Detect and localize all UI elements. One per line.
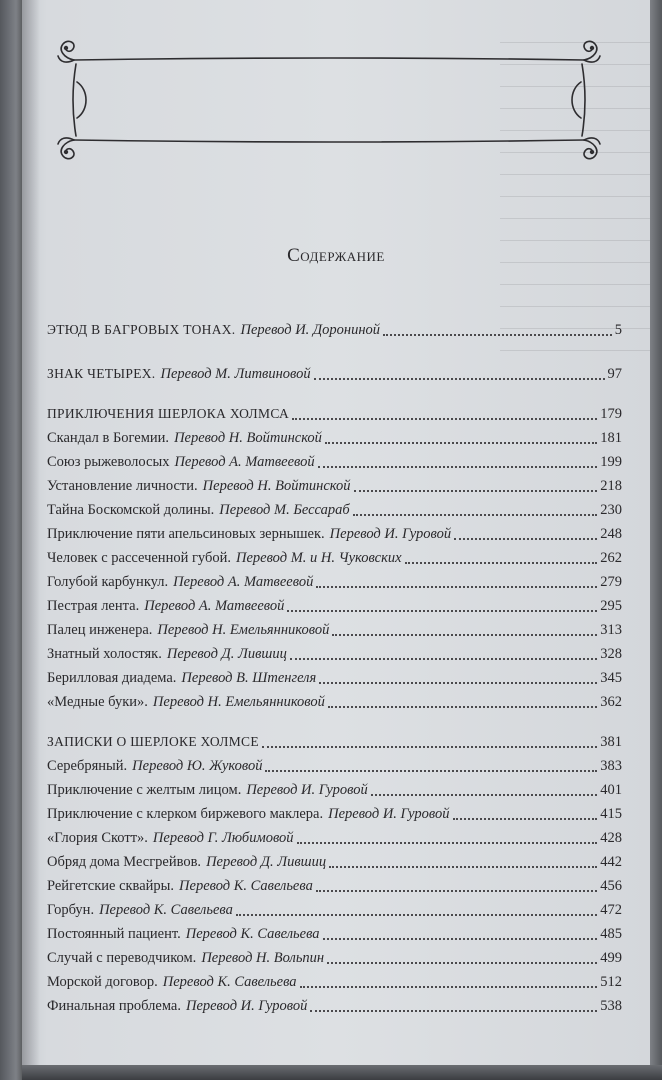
entry-translator: Перевод Н. Войтинской bbox=[174, 430, 322, 446]
entry-title: Морской договор. bbox=[47, 974, 158, 990]
toc-entry bbox=[47, 948, 622, 968]
toc-entry bbox=[47, 780, 622, 800]
entry-title: Приключение с клерком биржевого маклера. bbox=[47, 806, 324, 822]
section-heading: ПРИКЛЮЧЕНИЯ ШЕРЛОКА ХОЛМСА bbox=[47, 406, 289, 421]
toc-entry bbox=[47, 996, 622, 1016]
entry-translator: Перевод К. Савельева bbox=[185, 926, 320, 942]
entry-title: Пестрая лента. bbox=[47, 598, 140, 614]
dot-leader bbox=[327, 950, 597, 964]
entry-title: Человек с рассеченной губой. bbox=[47, 550, 231, 566]
entry-title: Голубой карбункул. bbox=[47, 574, 169, 590]
facing-page-edge bbox=[0, 0, 22, 1080]
toc-entry bbox=[47, 620, 622, 640]
dot-leader bbox=[354, 478, 598, 492]
dot-leader bbox=[319, 670, 597, 684]
dot-leader bbox=[405, 550, 598, 564]
entry-title: Союз рыжеволосых bbox=[47, 454, 170, 470]
entry-translator: Перевод А. Матвеевой bbox=[173, 574, 314, 590]
entry-page: 181 bbox=[600, 430, 622, 446]
entry-page: 345 bbox=[600, 670, 622, 686]
dot-leader bbox=[300, 974, 598, 988]
entry-page: 472 bbox=[600, 902, 622, 918]
entry-title: Случай с переводчиком. bbox=[47, 950, 197, 966]
entry-title: Рейгетские сквайры. bbox=[47, 878, 175, 894]
entry-page: 485 bbox=[600, 926, 622, 942]
entry-translator: Перевод М. Литвиновой bbox=[160, 366, 311, 382]
entry-translator: Перевод А. Матвеевой bbox=[174, 454, 315, 470]
entry-title: Приключение пяти апельсиновых зернышек. bbox=[47, 526, 325, 542]
dot-leader bbox=[323, 926, 598, 940]
entry-page: 218 bbox=[600, 478, 622, 494]
entry-page: 401 bbox=[600, 782, 622, 798]
dot-leader bbox=[262, 734, 597, 748]
toc-entry bbox=[47, 500, 622, 520]
entry-translator: Перевод Н. Емельянниковой bbox=[157, 622, 330, 638]
dot-leader bbox=[310, 998, 597, 1012]
entry-page: 248 bbox=[600, 526, 622, 542]
toc-section-memoirs bbox=[47, 732, 622, 752]
dot-leader bbox=[236, 902, 597, 916]
dot-leader bbox=[353, 502, 598, 516]
entry-title: ЭТЮД В БАГРОВЫХ ТОНАХ. bbox=[47, 322, 236, 337]
entry-translator: Перевод Ю. Жуковой bbox=[132, 758, 263, 774]
dot-leader bbox=[325, 430, 597, 444]
entry-title: «Глория Скотт». bbox=[47, 830, 148, 846]
entry-translator: Перевод К. Савельева bbox=[179, 878, 313, 894]
entry-page: 262 bbox=[600, 550, 622, 566]
entry-translator: Перевод А. Матвеевой bbox=[144, 598, 285, 614]
entry-title: Тайна Боскомской долины. bbox=[47, 502, 215, 518]
page-stack-edge bbox=[650, 0, 662, 1080]
entry-translator: Перевод Н. Вольпин bbox=[201, 950, 325, 966]
dot-leader bbox=[292, 406, 597, 420]
entry-translator: Перевод К. Савельева bbox=[99, 902, 233, 918]
entry-page: 295 bbox=[600, 598, 622, 614]
toc-entry bbox=[47, 900, 622, 920]
entry-page: 5 bbox=[614, 322, 622, 338]
entry-title: Скандал в Богемии. bbox=[47, 430, 170, 446]
dot-leader bbox=[290, 646, 597, 660]
entry-title: Горбун. bbox=[47, 902, 95, 918]
toc-entry bbox=[47, 804, 622, 824]
entry-title: Серебряный. bbox=[47, 758, 128, 774]
toc-entry bbox=[47, 828, 622, 848]
entry-page: 279 bbox=[600, 574, 622, 590]
dot-leader bbox=[318, 454, 598, 468]
entry-page: 97 bbox=[607, 366, 622, 382]
page-title: Содержание bbox=[287, 245, 385, 266]
toc-entry bbox=[47, 524, 622, 544]
toc-entry bbox=[47, 876, 622, 896]
dot-leader bbox=[265, 758, 597, 772]
entry-translator: Перевод Н. Емельянниковой bbox=[152, 694, 325, 710]
entry-translator: Перевод Д. Лившиц bbox=[206, 854, 327, 870]
dot-leader bbox=[453, 806, 598, 820]
entry-page: 538 bbox=[600, 998, 622, 1014]
dot-leader bbox=[314, 366, 605, 380]
toc-entry bbox=[47, 596, 622, 616]
entry-page: 313 bbox=[600, 622, 622, 638]
section-page: 179 bbox=[600, 406, 622, 422]
dot-leader bbox=[329, 854, 597, 868]
toc-entry bbox=[47, 476, 622, 496]
toc-entry bbox=[47, 548, 622, 568]
entry-translator: Перевод М. и Н. Чуковских bbox=[235, 550, 402, 566]
entry-page: 442 bbox=[600, 854, 622, 870]
toc-entry bbox=[47, 756, 622, 776]
dot-leader bbox=[328, 694, 597, 708]
entry-translator: Перевод И. Дорониной bbox=[240, 322, 381, 338]
entry-title: Палец инженера. bbox=[47, 622, 153, 638]
entry-title: Обряд дома Месгрейвов. bbox=[47, 854, 202, 870]
entry-title: ЗНАК ЧЕТЫРЕХ. bbox=[47, 366, 156, 381]
toc-entry bbox=[47, 852, 622, 872]
entry-page: 428 bbox=[600, 830, 622, 846]
toc-entry bbox=[47, 572, 622, 592]
dot-leader bbox=[287, 598, 597, 612]
entry-title: Постоянный пациент. bbox=[47, 926, 181, 942]
entry-translator: Перевод И. Гуровой bbox=[185, 998, 308, 1014]
entry-translator: Перевод М. Бессараб bbox=[219, 502, 350, 518]
entry-page: 362 bbox=[600, 694, 622, 710]
entry-title: Приключение с желтым лицом. bbox=[47, 782, 242, 798]
book-page bbox=[22, 0, 650, 1065]
entry-page: 456 bbox=[600, 878, 622, 894]
entry-page: 230 bbox=[600, 502, 622, 518]
dot-leader bbox=[383, 322, 612, 336]
entry-title: Финальная проблема. bbox=[47, 998, 181, 1014]
toc-entry bbox=[47, 428, 622, 448]
toc-entry bbox=[47, 644, 622, 664]
section-heading: ЗАПИСКИ О ШЕРЛОКЕ ХОЛМСЕ bbox=[47, 734, 259, 749]
entry-page: 499 bbox=[600, 950, 622, 966]
entry-title: Берилловая диадема. bbox=[47, 670, 177, 686]
entry-translator: Перевод И. Гуровой bbox=[329, 526, 452, 542]
dot-leader bbox=[316, 878, 597, 892]
entry-page: 199 bbox=[600, 454, 622, 470]
section-page: 381 bbox=[600, 734, 622, 750]
toc-entry-study-in-scarlet bbox=[47, 320, 622, 340]
entry-translator: Перевод И. Гуровой bbox=[246, 782, 368, 798]
toc-entry bbox=[47, 452, 622, 472]
dot-leader bbox=[297, 830, 598, 844]
entry-translator: Перевод Г. Любимовой bbox=[152, 830, 294, 846]
entry-page: 383 bbox=[600, 758, 622, 774]
book-bottom-edge bbox=[22, 1065, 662, 1080]
dot-leader bbox=[454, 526, 597, 540]
entry-title: Установление личности. bbox=[47, 478, 198, 494]
entry-translator: Перевод Н. Войтинской bbox=[202, 478, 351, 494]
toc-entry bbox=[47, 668, 622, 688]
entry-translator: Перевод И. Гуровой bbox=[328, 806, 450, 822]
entry-page: 512 bbox=[600, 974, 622, 990]
toc-entry-sign-of-four bbox=[47, 364, 622, 384]
toc-entry bbox=[47, 924, 622, 944]
table-of-contents bbox=[22, 0, 650, 1065]
entry-page: 328 bbox=[600, 646, 622, 662]
toc-entry bbox=[47, 692, 622, 712]
entry-translator: Перевод К. Савельева bbox=[162, 974, 297, 990]
toc-section-adventures bbox=[47, 404, 622, 424]
dot-leader bbox=[332, 622, 597, 636]
entry-title: «Медные буки». bbox=[47, 694, 148, 710]
entry-translator: Перевод В. Штенгеля bbox=[181, 670, 317, 686]
entry-translator: Перевод Д. Лившиц bbox=[166, 646, 287, 662]
toc-entry bbox=[47, 972, 622, 992]
dot-leader bbox=[371, 782, 598, 796]
dot-leader bbox=[316, 574, 597, 588]
entry-title: Знатный холостяк. bbox=[47, 646, 162, 662]
entry-page: 415 bbox=[600, 806, 622, 822]
